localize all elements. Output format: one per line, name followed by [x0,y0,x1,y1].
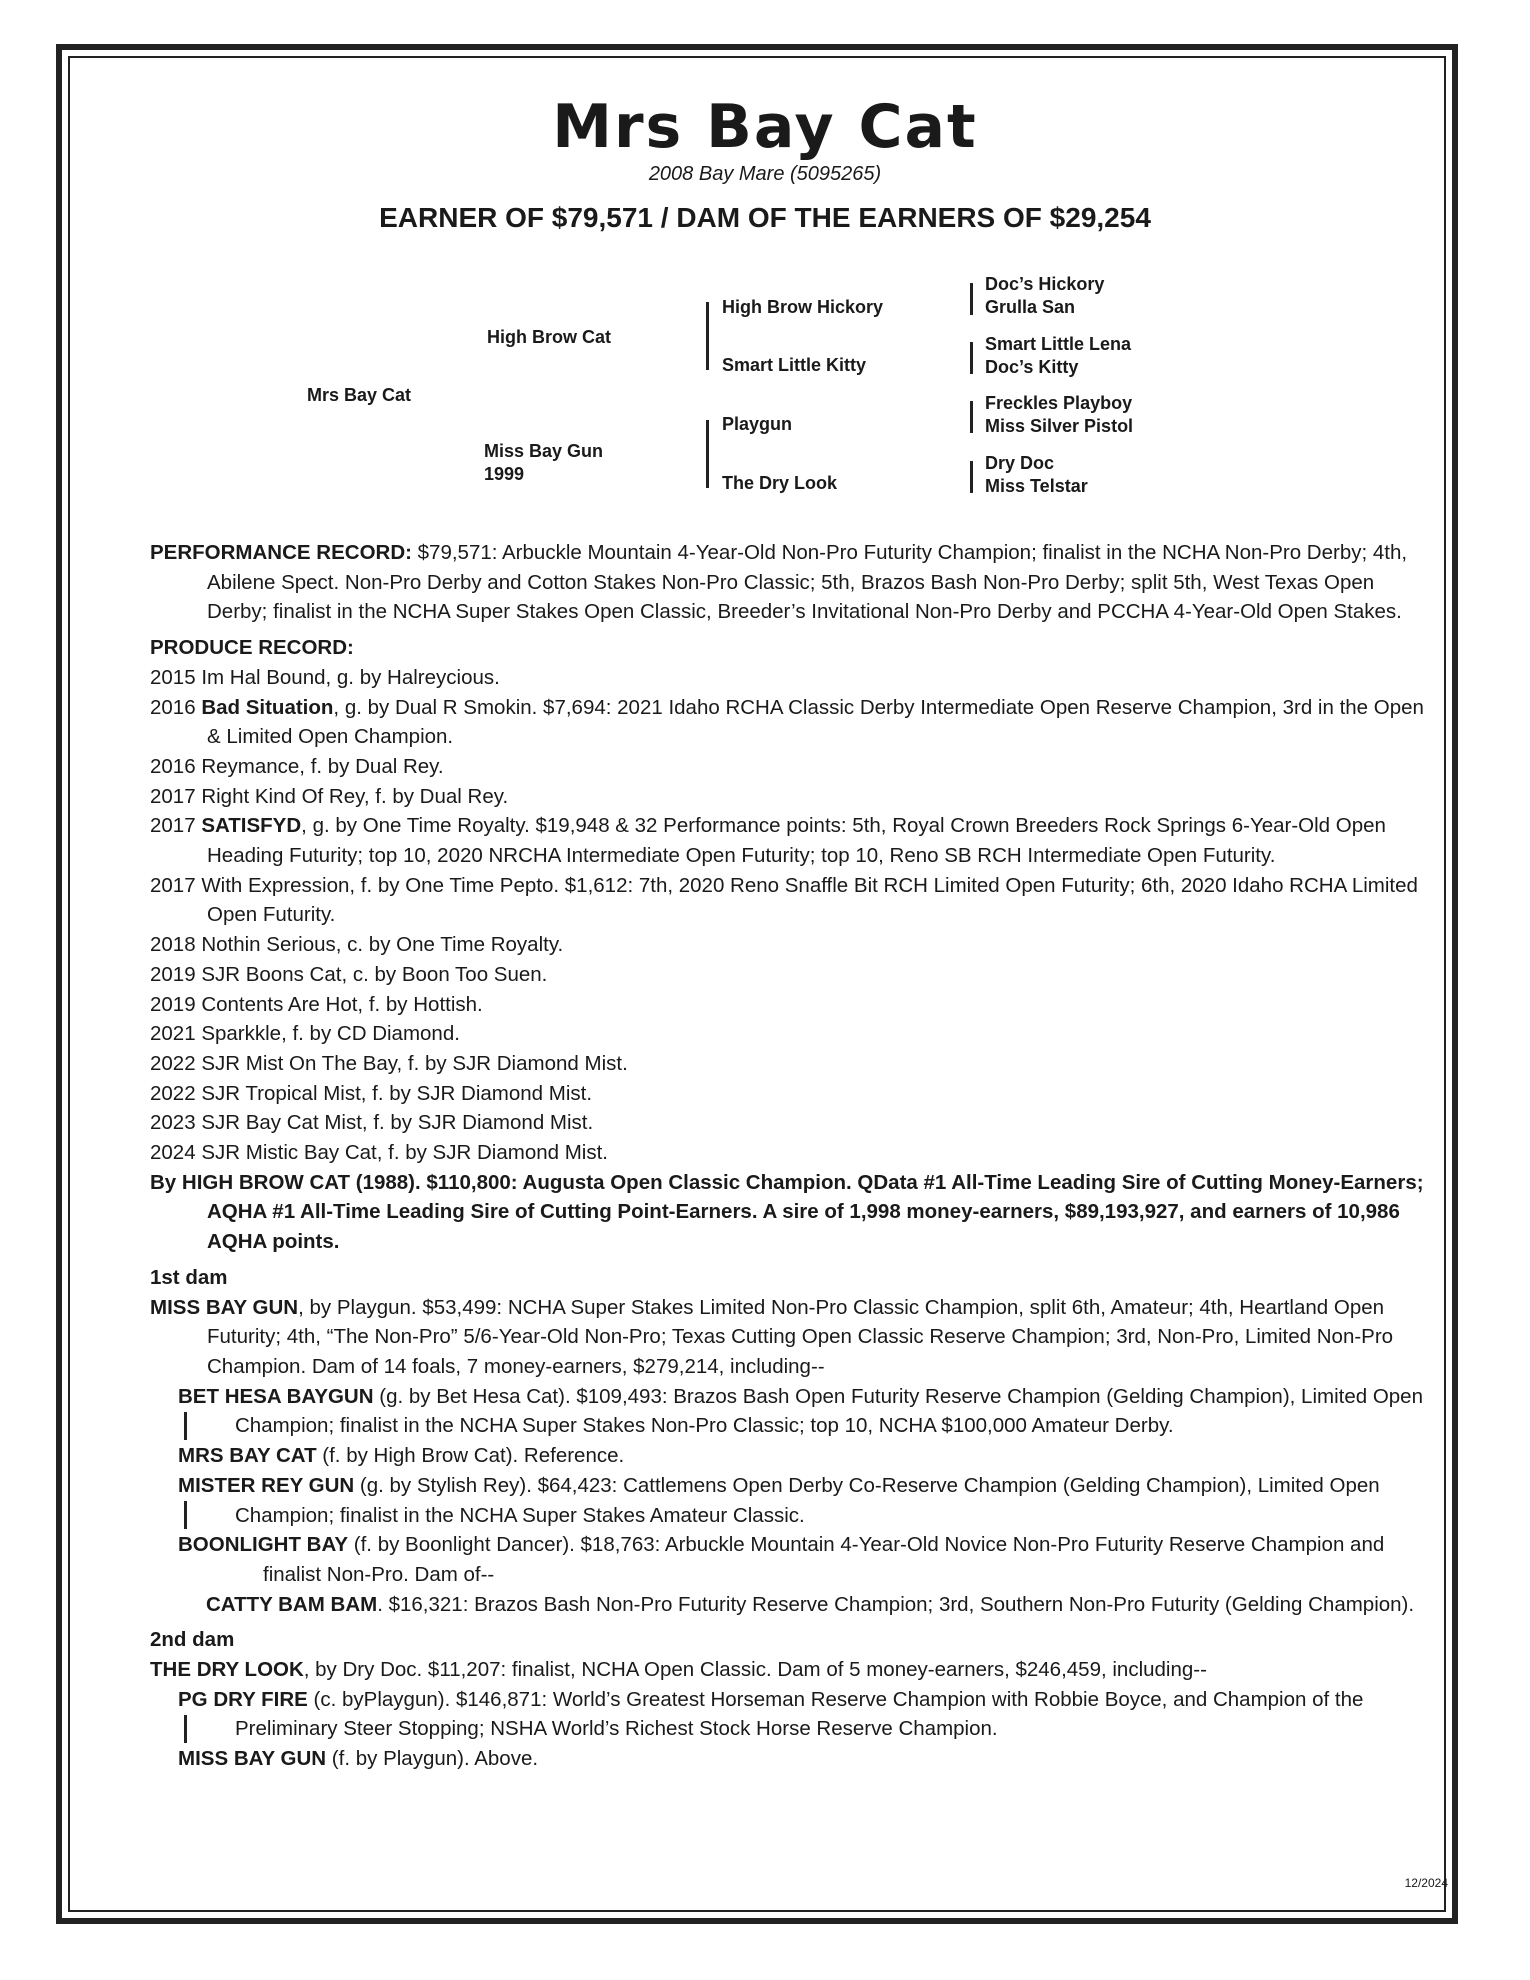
produce-year: 2019 [150,992,202,1016]
produce-item [150,960,1430,990]
produce-list [150,663,1430,1168]
produce-year: 2019 [150,962,202,986]
foal-name: PG DRY FIRE [178,1687,308,1711]
revision-date: 12/2024 [1404,1876,1448,1890]
produce-year: 2017 [150,873,202,897]
produce-year: 2018 [150,933,202,957]
pedigree-dam-sire: Playgun [722,414,793,434]
produce-text: Right Kind Of Rey, f. by Dual Rey. [201,784,509,808]
foal-name: BET HESA BAYGUN [178,1384,374,1408]
produce-text: Im Hal Bound, g. by Halreycious. [201,665,500,689]
produce-item [150,693,1430,752]
pedigree-g4: Doc’s Kitty [985,357,1079,377]
produce-heading: PRODUCE RECORD: [150,636,354,660]
second-dam-heading: 2nd dam [150,1628,235,1652]
produce-text: SJR Bay Cat Mist, f. by SJR Diamond Mist. [201,1111,594,1135]
first-dam-heading: 1st dam [150,1265,228,1289]
foal-text: (g. by Bet Hesa Cat). $109,493: Brazos Bash Open Futurity Reserve Champion (Gelding Champion), Limited Open Champion; finalist in the NCHA Super Stakes Non-Pro Classic; top 10, NCHA $100,000 Amateur Derby. [235,1384,1423,1438]
pedigree-connector [970,342,973,374]
second-dam-text: , by Dry Doc. $11,207: finalist, NCHA Open Classic. Dam of 5 money-earners, $246,459, including-- [303,1658,1207,1682]
foal-entry [150,1685,1430,1744]
produce-item [150,1079,1430,1109]
pedigree-sire: High Brow Cat [487,327,611,347]
produce-item [150,871,1430,930]
produce-item [150,930,1430,960]
pedigree-sire-sire: High Brow Hickory [722,297,884,317]
foal-text: (f. by Playgun). Above. [326,1747,539,1771]
pedigree-connector [970,461,973,493]
produce-year: 2023 [150,1111,202,1135]
foal-entry [150,1441,1430,1471]
produce-text: Reymance, f. by Dual Rey. [201,754,444,778]
performance-label: PERFORMANCE RECORD: [150,541,412,564]
produce-year: 2015 [150,665,202,689]
produce-year: 2016 [150,695,202,719]
produce-text: , g. by One Time Royalty. $19,948 & 32 Performance points: 5th, Royal Crown Breeders Rock Springs 6-Year-Old Open Heading Futurity; top 10, 2020 NRCHA Intermediate Open Futurity; top 10, Reno SB RCH Intermediate Open Futurity. [207,814,1386,868]
record-body [150,538,1430,1774]
pedigree-g7: Dry Doc [985,453,1055,473]
produce-year: 2021 [150,1022,202,1046]
pedigree-connector [970,283,973,315]
produce-text: SJR Boons Cat, c. by Boon Too Suen. [201,962,548,986]
pedigree-connector [970,401,973,433]
produce-item [150,1019,1430,1049]
second-dam-entry [150,1655,1430,1685]
produce-item [150,1049,1430,1079]
produce-year: 2022 [150,1051,202,1075]
produce-text: , g. by Dual R Smokin. $7,694: 2021 Idaho RCHA Classic Derby Intermediate Open Reserve Champion, 3rd in the Open & Limited Open Champion. [207,695,1424,749]
produce-text: SJR Mist On The Bay, f. by SJR Diamond Mist. [201,1051,628,1075]
produce-name: Bad Situation [201,695,334,719]
foal-entry [150,1530,1430,1589]
produce-item [150,1108,1430,1138]
produce-year: 2024 [150,1141,202,1165]
foal-text: (c. byPlaygun). $146,871: World’s Greatest Horseman Reserve Champion with Robbie Boyce, and Champion of the Preliminary Steer Stopping; NSHA World’s Richest Stock Horse Reserve Champion. [235,1687,1364,1741]
foal-name: MISS BAY GUN [178,1747,327,1771]
first-dam-entry [150,1293,1430,1382]
produce-item [150,782,1430,812]
continuation-bar [184,1412,187,1440]
produce-year: 2017 [150,784,202,808]
foal-entry [150,1471,1430,1530]
page-title: Mrs Bay Cat [552,92,978,162]
pedigree-g3: Smart Little Lena [985,334,1132,354]
produce-year: 2022 [150,1081,202,1105]
foal-text: (g. by Stylish Rey). $64,423: Cattlemens Open Derby Co-Reserve Champion (Gelding Champion), Limited Open Champion; finalist in the NCHA Super Stakes Amateur Classic. [235,1473,1380,1527]
pedigree-g5: Freckles Playboy [985,393,1133,413]
pedigree-dam-year: 1999 [484,464,525,484]
pedigree-connector [706,420,709,488]
produce-text: Nothin Serious, c. by One Time Royalty. [201,933,564,957]
produce-text: Sparkkle, f. by CD Diamond. [201,1022,460,1046]
produce-item [150,752,1430,782]
sire-note: By HIGH BROW CAT (1988). $110,800: Augusta Open Classic Champion. QData #1 All-Time Leading Sire of Cutting Money-Earners; AQHA #1 All-Time Leading Sire of Cutting Point-Earners. A sire of 1,998 money-earners, $89,193,927, and earners of 10,986 AQHA points. [150,1170,1424,1254]
pedigree-g8: Miss Telstar [985,476,1088,496]
earnings-summary: EARNER OF $79,571 / DAM OF THE EARNERS OF $29,254 [379,202,1151,233]
foal-entry [150,1382,1430,1441]
grandfoal-name: CATTY BAM BAM [206,1592,378,1616]
produce-year: 2017 [150,814,202,838]
foal-text: (f. by High Brow Cat). Reference. [316,1444,625,1468]
produce-item [150,1138,1430,1168]
foal-text: (f. by Boonlight Dancer). $18,763: Arbuckle Mountain 4-Year-Old Novice Non-Pro Futurity Reserve Champion and finalist Non-Pro. Dam of-- [263,1533,1385,1586]
produce-year: 2016 [150,754,202,778]
pedigree-connector [706,302,709,370]
performance-record [150,538,1430,627]
second-dam-name: THE DRY LOOK [150,1658,304,1682]
performance-text: $79,571: Arbuckle Mountain 4-Year-Old Non-Pro Futurity Champion; finalist in the NCHA Non-Pro Derby; 4th, Abilene Spect. Non-Pro Derby and Cotton Stakes Non-Pro Classic; 5th, Brazos Bash Non-Pro Derby; split 5th, West Texas Open Derby; finalist in the NCHA Super Stakes Open Classic, Breeder’s Invitational Non-Pro Derby and PCCHA 4-Year-Old Open Stakes. [207,541,1408,624]
produce-item [150,990,1430,1020]
pedigree-dam-dam: The Dry Look [722,473,838,493]
foal-name: MISTER REY GUN [178,1473,355,1497]
produce-name: SATISFYD [201,814,302,838]
produce-text: SJR Tropical Mist, f. by SJR Diamond Mist. [201,1081,593,1105]
first-dam-name: MISS BAY GUN [150,1295,299,1319]
grandfoal-entry [150,1590,1430,1620]
pedigree-dam: Miss Bay Gun [484,441,604,461]
produce-text: Contents Are Hot, f. by Hottish. [201,992,483,1016]
pedigree-g2: Grulla San [985,297,1076,317]
pedigree-sire-dam: Smart Little Kitty [722,355,867,375]
first-dam-text: , by Playgun. $53,499: NCHA Super Stakes Limited Non-Pro Classic Champion, split 6th, Amateur; 4th, Heartland Open Futurity; 4th, “The Non-Pro” 5/6-Year-Old Non-Pro; Texas Cutting Open Classic Reserve Champion; 3rd, Non-Pro, Limited Non-Pro Champion. Dam of 14 foals, 7 money-earners, $279,214, including-- [207,1295,1394,1378]
foal-name: BOONLIGHT BAY [178,1533,349,1557]
continuation-bar [184,1715,187,1743]
first-dam-foals [150,1382,1430,1590]
continuation-bar [184,1501,187,1529]
produce-item [150,811,1430,870]
horse-description: 2008 Bay Mare (5095265) [648,163,882,185]
foal-name: MRS BAY CAT [178,1444,317,1468]
pedigree-g6: Miss Silver Pistol [985,416,1134,436]
produce-text: With Expression, f. by One Time Pepto. $1,612: 7th, 2020 Reno Snaffle Bit RCH Limited Open Futurity; 6th, 2020 Idaho RCHA Limited Open Futurity. [201,873,1418,927]
produce-item [150,663,1430,693]
pedigree-g1: Doc’s Hickory [985,274,1105,294]
pedigree-horse: Mrs Bay Cat [307,385,412,405]
foal-entry [150,1744,1430,1774]
grandfoal-text: . $16,321: Brazos Bash Non-Pro Futurity Reserve Champion; 3rd, Southern Non-Pro Futurity (Gelding Champion). [377,1592,1415,1616]
produce-text: SJR Mistic Bay Cat, f. by SJR Diamond Mist. [201,1141,608,1165]
second-dam-foals [150,1685,1430,1774]
